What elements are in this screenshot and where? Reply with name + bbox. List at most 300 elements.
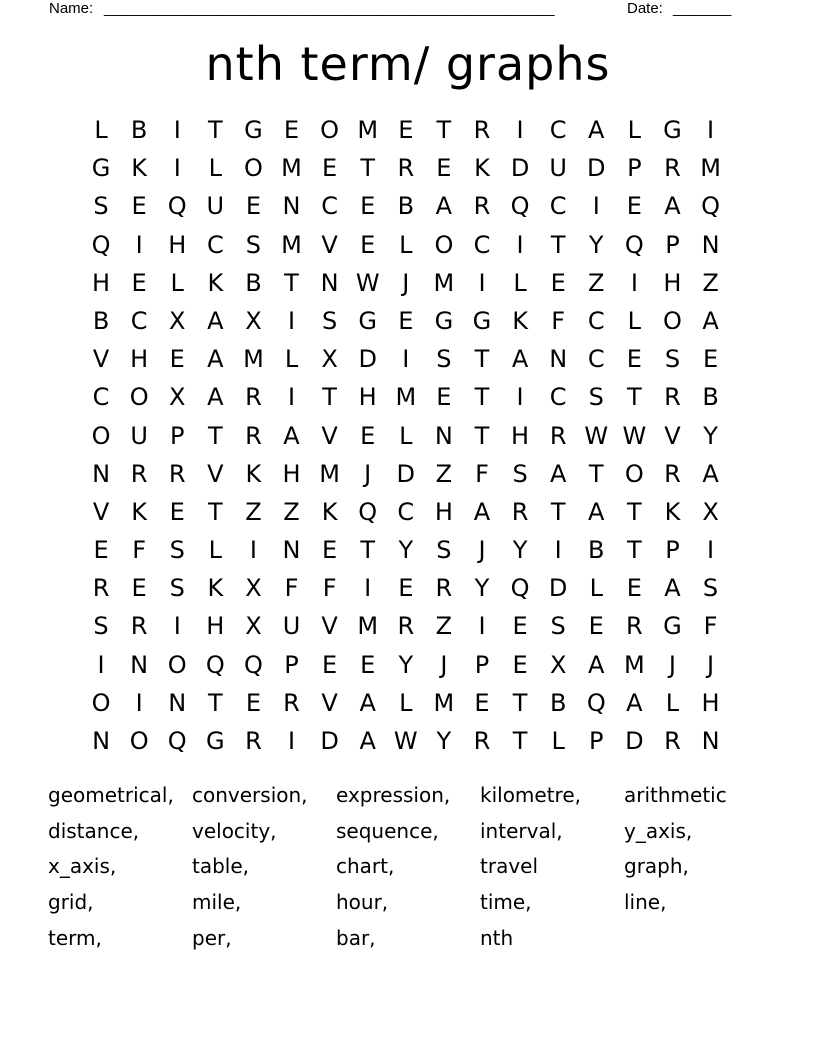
grid-letter: W — [355, 268, 380, 297]
grid-letter: L — [589, 574, 603, 603]
grid-letter: F — [551, 306, 566, 335]
grid-letter: E — [322, 650, 338, 679]
grid-letter: O — [663, 306, 682, 335]
grid-letter: M — [243, 345, 264, 374]
grid-letter: E — [283, 116, 300, 144]
grid-letter: U — [282, 612, 301, 641]
grid-letter: V — [321, 421, 338, 450]
grid-letter: B — [397, 192, 415, 221]
grid-letter: B — [130, 116, 148, 144]
grid-letter: J — [478, 536, 486, 565]
grid-letter: T — [322, 383, 337, 412]
grid-letter: J — [402, 268, 410, 297]
grid-letter: E — [626, 574, 642, 603]
grid-letter: U — [549, 154, 567, 183]
grid-letter: Q — [243, 650, 263, 679]
grid-letter: L — [208, 536, 223, 565]
grid-letter: T — [207, 497, 223, 526]
grid-letter: B — [702, 383, 719, 412]
grid-letter: L — [513, 268, 527, 297]
grid-letter: P — [169, 421, 185, 450]
grid-letter: A — [473, 497, 491, 526]
grid-letter: K — [245, 459, 262, 488]
grid-letter: V — [92, 497, 110, 526]
grid-letter: T — [474, 383, 490, 412]
grid-letter: X — [245, 612, 262, 641]
grid-letter: T — [588, 459, 604, 488]
grid-letter: C — [587, 306, 605, 335]
date-blank-line: _______ — [673, 0, 732, 17]
grid-letter: I — [478, 612, 486, 641]
grid-letter: N — [320, 268, 339, 297]
grid-letter: I — [364, 574, 372, 603]
grid-letter: T — [512, 727, 528, 755]
grid-letter: M — [700, 154, 721, 183]
grid-letter: Y — [398, 536, 414, 565]
grid-letter: T — [474, 421, 490, 450]
grid-letter: N — [701, 230, 720, 259]
grid-letter: O — [434, 230, 454, 259]
grid-letter: R — [130, 459, 148, 488]
grid-letter: O — [320, 116, 340, 144]
grid-letter: K — [207, 574, 224, 603]
grid-letter: I — [554, 536, 562, 565]
grid-letter: A — [359, 688, 376, 717]
grid-letter: C — [473, 230, 491, 259]
grid-letter: N — [549, 345, 568, 374]
grid-letter: E — [245, 192, 261, 221]
worksheet-header — [0, 0, 816, 20]
grid-letter: N — [434, 421, 453, 450]
grid-letter: D — [548, 574, 568, 603]
grid-letter: L — [627, 116, 642, 144]
grid-letter: B — [245, 268, 262, 297]
grid-letter: G — [91, 154, 111, 183]
grid-letter: G — [358, 306, 377, 335]
grid-letter: C — [206, 230, 224, 259]
grid-letter: I — [97, 650, 105, 679]
grid-letter: E — [131, 574, 147, 603]
grid-letter: K — [131, 497, 148, 526]
word-list-item: hour, — [336, 890, 389, 915]
grid-letter: V — [321, 688, 338, 717]
grid-letter: I — [173, 612, 181, 641]
grid-letter: Q — [701, 192, 720, 221]
grid-letter: E — [131, 268, 147, 297]
grid-letter: A — [664, 574, 681, 603]
page-title: nth term/ graphs — [205, 37, 611, 91]
grid-letter: H — [168, 230, 187, 259]
grid-letter: A — [359, 727, 376, 755]
grid-letter: W — [584, 421, 609, 450]
grid-letter: Y — [474, 574, 490, 603]
grid-letter: I — [173, 154, 181, 183]
grid-letter: O — [129, 727, 149, 755]
grid-letter: E — [398, 574, 414, 603]
grid-letter: R — [664, 459, 681, 488]
grid-letter: N — [168, 688, 187, 717]
grid-letter: Z — [435, 612, 453, 641]
grid-letter: P — [665, 536, 680, 565]
grid-letter: S — [93, 192, 109, 221]
grid-letter: E — [626, 192, 642, 221]
grid-letter: I — [592, 192, 600, 221]
grid-letter: L — [399, 230, 413, 259]
grid-letter: Z — [245, 497, 262, 526]
word-list-item: interval, — [480, 818, 563, 843]
word-list-item: mile, — [192, 890, 242, 915]
grid-letter: G — [472, 306, 492, 335]
grid-letter: S — [93, 612, 109, 641]
grid-letter: L — [94, 116, 108, 144]
grid-letter: E — [322, 536, 338, 565]
grid-letter: Q — [205, 650, 225, 679]
grid-letter: C — [549, 116, 567, 144]
word-list-item: chart, — [336, 854, 395, 879]
grid-letter: A — [664, 192, 681, 221]
grid-letter: H — [282, 459, 301, 488]
grid-letter: Q — [167, 727, 187, 755]
grid-letter: N — [130, 650, 149, 679]
grid-letter: C — [130, 306, 148, 335]
grid-letter: P — [589, 727, 604, 755]
grid-letter: Q — [167, 192, 187, 221]
grid-letter: A — [207, 383, 224, 412]
grid-letter: E — [512, 612, 528, 641]
grid-letter: W — [393, 727, 418, 755]
grid-letter: R — [664, 727, 681, 755]
grid-letter: I — [516, 230, 524, 259]
grid-letter: C — [321, 192, 338, 221]
grid-letter: O — [167, 650, 187, 679]
grid-letter: B — [549, 688, 567, 717]
word-list — [48, 778, 768, 956]
grid-letter: R — [397, 612, 415, 641]
grid-letter: Y — [512, 536, 528, 565]
grid-letter: I — [402, 345, 410, 374]
grid-letter: O — [91, 421, 111, 450]
grid-letter: V — [207, 459, 224, 488]
grid-letter: R — [473, 727, 491, 755]
grid-letter: R — [626, 612, 643, 641]
grid-letter: R — [435, 574, 453, 603]
grid-letter: D — [358, 345, 377, 374]
grid-letter: I — [516, 116, 524, 144]
grid-letter: R — [397, 154, 415, 183]
grid-letter: N — [92, 727, 111, 755]
grid-letter: B — [588, 536, 605, 565]
grid-letter: X — [245, 306, 262, 335]
grid-letter: L — [170, 268, 184, 297]
grid-letter: H — [434, 497, 453, 526]
grid-letter: R — [473, 192, 491, 221]
grid-letter: X — [245, 574, 262, 603]
grid-letter: V — [92, 345, 110, 374]
grid-letter: M — [395, 383, 417, 412]
grid-letter: S — [512, 459, 528, 488]
grid-letter: B — [92, 306, 110, 335]
grid-letter: R — [664, 383, 681, 412]
grid-letter: H — [663, 268, 682, 297]
word-list-item: conversion, — [192, 783, 308, 807]
grid-letter: R — [511, 497, 529, 526]
grid-letter: O — [91, 688, 111, 717]
grid-letter: J — [440, 650, 448, 679]
grid-letter: H — [701, 688, 720, 717]
grid-letter: A — [283, 421, 300, 450]
word-list-item: graph, — [624, 854, 689, 879]
grid-letter: P — [627, 154, 642, 183]
grid-letter: F — [284, 574, 299, 603]
grid-letter: E — [93, 536, 109, 565]
grid-letter: A — [207, 345, 224, 374]
grid-letter: G — [663, 612, 682, 641]
grid-letter: P — [284, 650, 299, 679]
grid-letter: W — [622, 421, 647, 450]
grid-letter: E — [436, 383, 452, 412]
grid-letter: V — [321, 612, 338, 641]
grid-letter: H — [511, 421, 530, 450]
grid-letter: L — [399, 688, 413, 717]
grid-letter: E — [398, 116, 414, 144]
word-list-item: line, — [624, 890, 667, 915]
grid-letter: G — [206, 727, 225, 755]
grid-letter: N — [282, 192, 301, 221]
grid-letter: G — [663, 116, 682, 144]
grid-letter: A — [207, 306, 224, 335]
grid-letter: Q — [510, 192, 530, 221]
grid-letter: D — [320, 727, 339, 755]
grid-letter: O — [243, 154, 263, 183]
grid-letter: X — [702, 497, 719, 526]
grid-letter: M — [357, 116, 379, 144]
word-list-item: grid, — [48, 890, 94, 915]
word-list-item: expression, — [336, 783, 451, 807]
grid-letter: J — [364, 459, 372, 488]
grid-letter: I — [287, 727, 296, 755]
grid-letter: Z — [283, 497, 300, 526]
grid-letter: N — [92, 459, 111, 488]
grid-letter: J — [707, 650, 715, 679]
grid-letter: R — [168, 459, 186, 488]
grid-letter: Z — [588, 268, 605, 297]
grid-letter: X — [169, 383, 186, 412]
word-list-item: travel — [480, 854, 539, 879]
grid-letter: E — [550, 268, 566, 297]
grid-letter: H — [92, 268, 111, 297]
grid-letter: Z — [435, 459, 453, 488]
grid-letter: R — [92, 574, 110, 603]
grid-letter: R — [245, 421, 262, 450]
word-list-item: table, — [192, 854, 250, 879]
grid-letter: A — [588, 116, 605, 144]
grid-letter: I — [173, 116, 181, 144]
grid-letter: T — [207, 116, 223, 144]
grid-letter: V — [321, 230, 338, 259]
grid-letter: F — [132, 536, 147, 565]
grid-letter: K — [321, 497, 338, 526]
grid-letter: Q — [358, 497, 378, 526]
grid-letter: K — [207, 268, 224, 297]
grid-letter: D — [510, 154, 530, 183]
grid-letter: L — [665, 688, 680, 717]
grid-letter: Q — [624, 230, 644, 259]
grid-letter: T — [360, 536, 376, 565]
grid-letter: T — [474, 345, 490, 374]
grid-letter: Y — [436, 727, 452, 755]
grid-letter: L — [208, 154, 223, 183]
grid-letter: M — [433, 268, 455, 297]
grid-letter: N — [701, 727, 720, 755]
grid-letter: R — [245, 383, 262, 412]
grid-letter: E — [169, 497, 185, 526]
grid-letter: D — [625, 727, 644, 755]
grid-letter: T — [550, 230, 566, 259]
word-list-item: x_axis, — [48, 854, 117, 879]
grid-letter: H — [206, 612, 225, 641]
grid-letter: I — [287, 383, 296, 412]
word-list-item: y_axis, — [624, 818, 693, 843]
grid-letter: E — [360, 650, 376, 679]
grid-letter: E — [169, 345, 185, 374]
grid-letter: F — [703, 612, 718, 641]
grid-letter: E — [131, 192, 147, 221]
grid-letter: T — [512, 688, 528, 717]
word-list-item: nth — [480, 925, 514, 950]
grid-letter: E — [398, 306, 414, 335]
grid-letter: S — [245, 230, 262, 259]
grid-letter: A — [702, 306, 719, 335]
word-list-item: bar, — [336, 925, 376, 950]
grid-letter: O — [129, 383, 149, 412]
grid-letter: T — [207, 421, 223, 450]
grid-letter: N — [282, 536, 301, 565]
grid-letter: E — [702, 345, 719, 374]
grid-letter: T — [360, 154, 376, 183]
grid-letter: M — [433, 688, 455, 717]
grid-letter: D — [587, 154, 606, 183]
grid-letter: Y — [588, 230, 604, 259]
grid-letter: I — [707, 536, 715, 565]
grid-letter: K — [131, 154, 148, 183]
grid-letter: I — [516, 383, 524, 412]
word-list-item: arithmetic — [624, 783, 727, 807]
grid-letter: L — [284, 345, 299, 374]
grid-letter: V — [664, 421, 681, 450]
grid-letter: X — [549, 650, 567, 679]
grid-letter: E — [360, 192, 376, 221]
grid-letter: O — [624, 459, 644, 488]
grid-letter: E — [360, 421, 376, 450]
grid-letter: U — [130, 421, 148, 450]
grid-letter: S — [588, 383, 604, 412]
grid-letter: S — [169, 536, 185, 565]
grid-letter: G — [434, 306, 454, 335]
grid-letter: I — [478, 268, 486, 297]
grid-letter: Q — [91, 230, 111, 259]
grid-letter: R — [130, 612, 148, 641]
grid-letter: E — [626, 345, 642, 374]
grid-letter: T — [284, 268, 299, 297]
word-list-item: sequence, — [336, 818, 439, 843]
word-list-item: kilometre, — [480, 783, 582, 807]
grid-letter: T — [436, 116, 452, 144]
grid-letter: P — [474, 650, 490, 679]
word-list-item: distance, — [48, 818, 140, 843]
grid-letter: S — [169, 574, 185, 603]
grid-letter: I — [707, 116, 715, 144]
grid-letter: M — [357, 612, 379, 641]
grid-letter: S — [436, 345, 452, 374]
grid-letter: C — [587, 345, 605, 374]
letter-grid — [82, 111, 730, 760]
grid-letter: D — [396, 459, 416, 488]
word-list-item: term, — [48, 925, 102, 950]
grid-letter: K — [512, 306, 528, 335]
grid-letter: C — [92, 383, 110, 412]
word-list-item: velocity, — [192, 818, 277, 843]
grid-letter: M — [319, 459, 340, 488]
grid-letter: E — [436, 154, 452, 183]
grid-letter: T — [207, 688, 223, 717]
grid-letter: Y — [398, 650, 414, 679]
word-list-item: time, — [480, 890, 532, 915]
grid-letter: R — [664, 154, 681, 183]
grid-letter: C — [549, 383, 567, 412]
name-label: Name: — [49, 0, 94, 17]
date-label: Date: — [627, 0, 663, 17]
grid-letter: S — [436, 536, 452, 565]
grid-letter: E — [474, 688, 490, 717]
grid-letter: G — [244, 116, 263, 144]
grid-letter: I — [630, 268, 638, 297]
grid-letter: A — [435, 192, 453, 221]
grid-letter: T — [627, 536, 642, 565]
grid-letter: K — [664, 497, 681, 526]
grid-letter: Z — [702, 268, 719, 297]
grid-letter: L — [399, 421, 413, 450]
grid-letter: X — [169, 306, 186, 335]
grid-letter: P — [665, 230, 680, 259]
grid-letter: R — [549, 421, 567, 450]
grid-letter: T — [627, 497, 642, 526]
grid-letter: M — [624, 650, 645, 679]
word-list-item: geometrical, — [48, 783, 174, 807]
grid-letter: E — [245, 688, 261, 717]
grid-letter: K — [474, 154, 490, 183]
grid-letter: S — [664, 345, 681, 374]
grid-letter: A — [588, 650, 605, 679]
grid-letter: M — [281, 230, 302, 259]
grid-letter: A — [626, 688, 643, 717]
grid-letter: A — [511, 345, 529, 374]
grid-letter: A — [549, 459, 567, 488]
grid-letter: J — [668, 650, 676, 679]
name-blank-line: ______________________________________________________ — [104, 0, 555, 17]
grid-letter: I — [249, 536, 257, 565]
grid-letter: R — [283, 688, 300, 717]
grid-letter: S — [550, 612, 566, 641]
grid-letter: E — [512, 650, 528, 679]
grid-letter: Q — [510, 574, 530, 603]
grid-letter: I — [135, 688, 143, 717]
grid-letter: X — [321, 345, 338, 374]
grid-letter: T — [550, 497, 566, 526]
grid-letter: T — [627, 383, 642, 412]
grid-letter: H — [358, 383, 377, 412]
grid-letter: L — [627, 306, 642, 335]
grid-letter: M — [281, 154, 302, 183]
